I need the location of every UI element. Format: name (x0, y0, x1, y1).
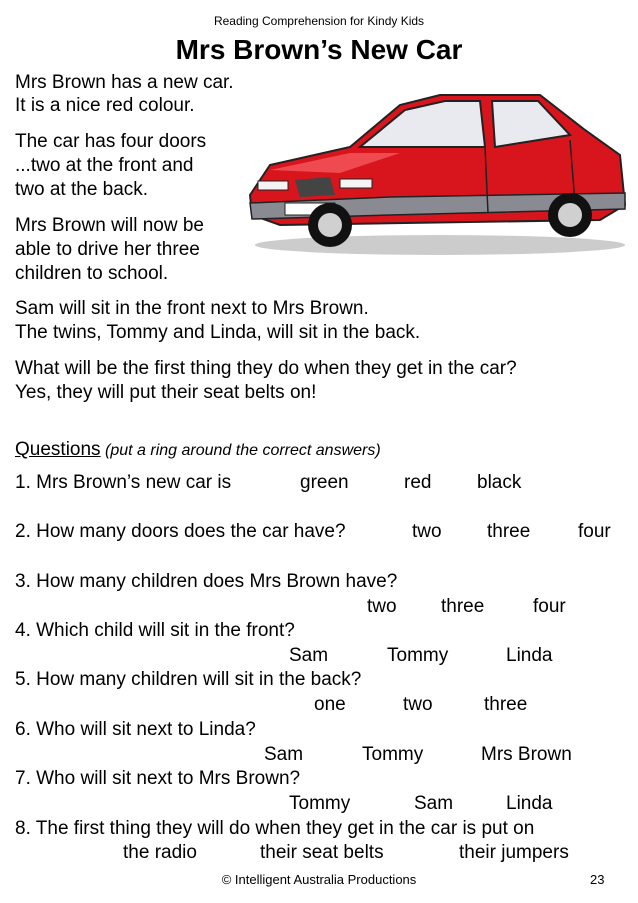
question-6: 6. Who will sit next to Linda? (15, 719, 256, 740)
story-line: The twins, Tommy and Linda, will sit in the back. (15, 322, 421, 343)
question-4: 4. Which child will sit in the front? (15, 620, 295, 641)
answer-option[interactable]: Tommy (362, 744, 424, 765)
answer-option[interactable]: two (412, 521, 442, 542)
answer-option[interactable]: green (300, 472, 349, 493)
answer-option[interactable]: three (484, 694, 528, 715)
answer-option[interactable]: Sam (264, 744, 304, 765)
question-2: 2. How many doors does the car have? (15, 521, 346, 542)
story-line: The car has four doors (15, 131, 207, 152)
answer-option[interactable]: their jumpers (459, 842, 569, 863)
question-3: 3. How many children does Mrs Brown have? (15, 571, 398, 592)
red-sedan-car-icon (240, 85, 635, 260)
answer-option[interactable]: Linda (506, 793, 553, 814)
answer-option[interactable]: Linda (506, 645, 553, 666)
answer-option[interactable]: the radio (123, 842, 197, 863)
answer-option[interactable]: Sam (414, 793, 454, 814)
answer-option[interactable]: three (441, 596, 485, 617)
page-number: 23 (590, 872, 605, 887)
copyright-footer: © Intelligent Australia Productions (221, 872, 417, 887)
question-7: 7. Who will sit next to Mrs Brown? (15, 768, 301, 789)
answer-option[interactable]: Tommy (289, 793, 351, 814)
story-line: Mrs Brown has a new car. (15, 72, 234, 93)
answer-option[interactable]: two (367, 596, 397, 617)
story-line: two at the back. (15, 179, 149, 200)
questions-instruction: (put a ring around the correct answers) (105, 442, 381, 459)
answer-option[interactable]: their seat belts (260, 842, 384, 863)
questions-heading-row (15, 439, 381, 461)
answer-option[interactable]: four (533, 596, 566, 617)
answer-option[interactable]: two (403, 694, 433, 715)
story-line: Sam will sit in the front next to Mrs Brown. (15, 298, 369, 319)
answer-option[interactable]: Sam (289, 645, 329, 666)
answer-option[interactable]: four (578, 521, 611, 542)
answer-option[interactable]: one (314, 694, 346, 715)
story-line: Yes, they will put their seat belts on! (15, 382, 317, 403)
worksheet-series-title: Reading Comprehension for Kindy Kids (213, 14, 425, 28)
story-line: able to drive her three (15, 239, 200, 260)
answer-option[interactable]: Mrs Brown (481, 744, 572, 765)
answer-option[interactable]: black (477, 472, 522, 493)
story-line: It is a nice red colour. (15, 95, 195, 116)
story-line: ...two at the front and (15, 155, 194, 176)
story-line: What will be the first thing they do when they get in the car? (15, 358, 517, 379)
story-line: children to school. (15, 263, 169, 284)
page-title: Mrs Brown’s New Car (175, 34, 463, 65)
question-8: 8. The first thing they will do when they get in the car is put on (15, 818, 535, 839)
answer-option[interactable]: three (487, 521, 531, 542)
questions-heading: Questions (15, 439, 101, 460)
answer-option[interactable]: Tommy (387, 645, 449, 666)
question-1: 1. Mrs Brown’s new car is (15, 472, 232, 493)
question-5: 5. How many children will sit in the back? (15, 669, 362, 690)
answer-option[interactable]: red (404, 472, 432, 493)
story-line: Mrs Brown will now be (15, 215, 204, 236)
